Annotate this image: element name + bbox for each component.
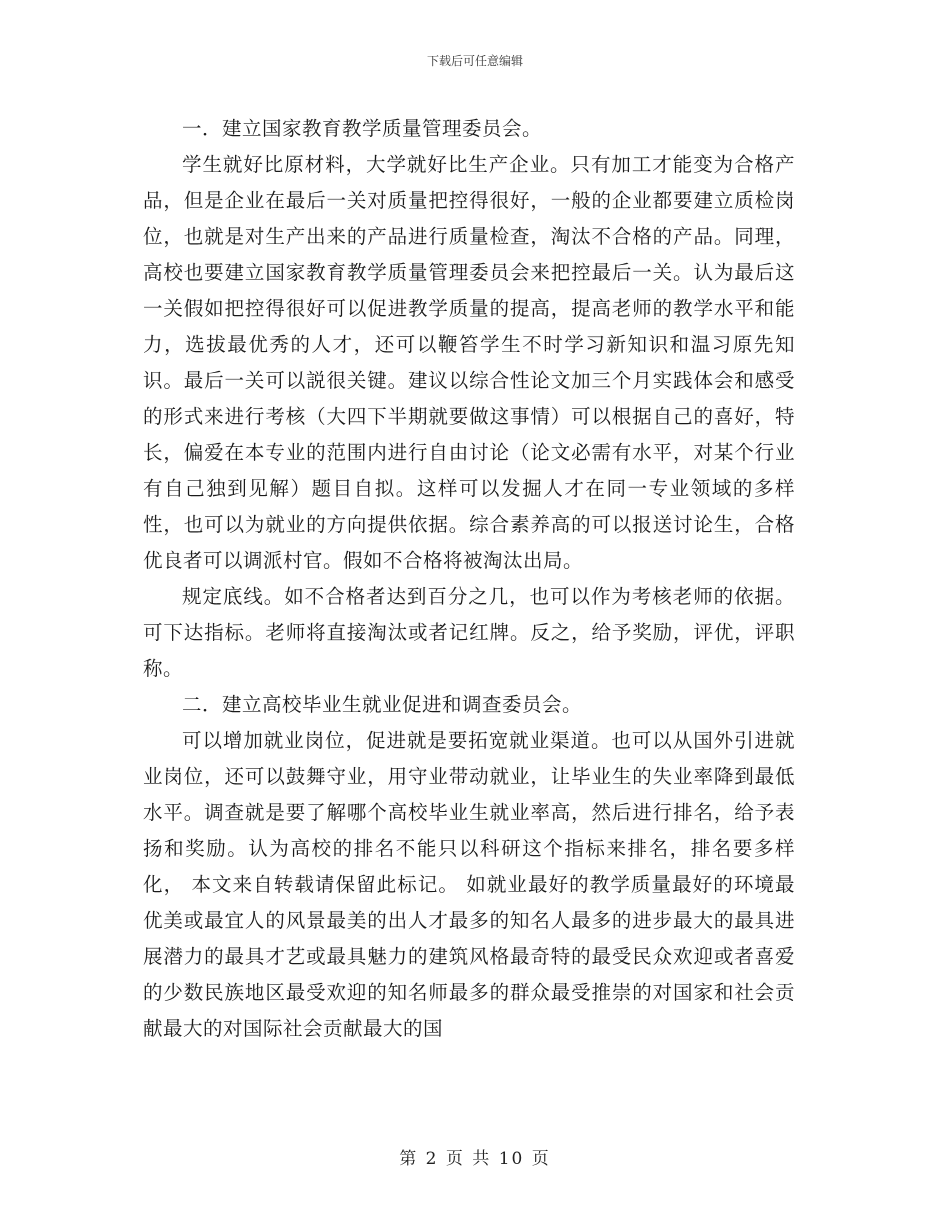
page-number-footer: 第 2 页 共 10 页 <box>399 1149 551 1169</box>
document-body <box>143 111 795 1047</box>
section-heading-2: 二．建立高校毕业生就业促进和调查委员会。 <box>182 693 583 716</box>
body-paragraph-3: 可以增加就业岗位，促进就是要拓宽就业渠道。也可以从国外引进就业岗位，还可以鼓舞守业，用守业带动就业，让毕业生的失业率降到最低水平。调查就是要了解哪个高校毕业生就业率高，然后进行排名，给予表扬和奖励。认为高校的排名不能只以科研这个指标来排名，排名要多样化， 本文来自转载请保留此标记。 如就业最好的教学质量最好的环境最优美或最宜人的风景最美的出人才最多的知名人最多的进步最大的最具进展潜力的最具才艺或最具魅力的建筑风格最奇特的最受民众欢迎或者喜爱的少数民族地区最受欢迎的知名师最多的群众最受推崇的对国家和社会贡献最大的对国际社会贡献最大的国 <box>143 729 795 1040</box>
body-paragraph-1: 学生就好比原材料，大学就好比生产企业。只有加工才能变为合格产品，但是企业在最后一关对质量把控得很好，一般的企业都要建立质检岗位，也就是对生产出来的产品进行质量检查，淘汰不合格的产品。同理，高校也要建立国家教育教学质量管理委员会来把控最后一关。认为最后这一关假如把控得很好可以促进教学质量的提高，提高老师的教学水平和能力，选拔最优秀的人才，还可以鞭笞学生不时学习新知识和温习原先知识。最后一关可以説很关键。建议以综合性论文加三个月实践体会和感受的形式来进行考核（大四下半期就要做这事情）可以根据自己的喜好，特长，偏爱在本专业的范围内进行自由讨论（论文必需有水平，对某个行业有自己独到见解）题目自拟。这样可以发掘人才在同一专业领域的多样性，也可以为就业的方向提供依据。综合素养高的可以报送讨论生，合格优良者可以调派村官。假如不合格将被淘汰出局。 <box>143 153 795 572</box>
body-paragraph-2: 规定底线。如不合格者达到百分之几，也可以作为考核老师的依据。可下达指标。老师将直接淘汰或者记红牌。反之，给予奖励，评优，评职称。 <box>143 585 795 680</box>
page-header-note: 下载后可任意编辑 <box>426 54 523 68</box>
section-heading-1: 一．建立国家教育教学质量管理委员会。 <box>182 117 543 140</box>
